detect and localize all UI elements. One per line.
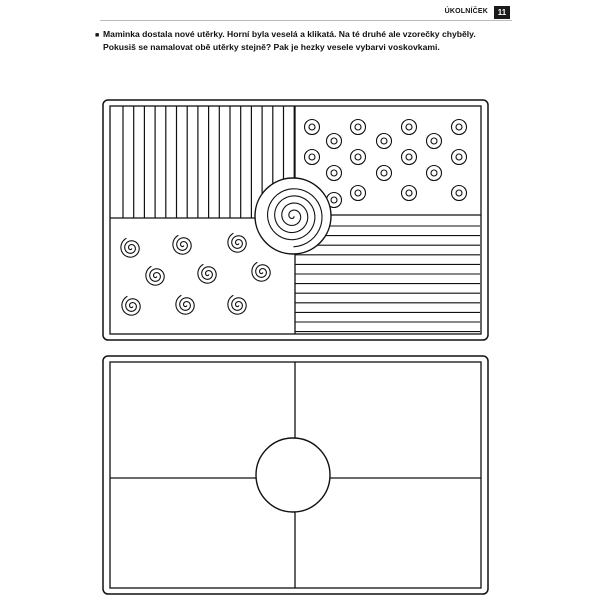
spiral-icon	[228, 233, 246, 252]
ring-dot	[377, 134, 392, 149]
ring-dot	[351, 120, 366, 135]
bullet-marker: ■	[95, 32, 100, 39]
spiral-pattern	[121, 233, 270, 315]
instruction-text-1: Maminka dostala nové utěrky. Horní byla veselá a klikatá. Na té druhé ale vzorečky chyběly.	[103, 29, 476, 39]
ring-dot	[305, 120, 320, 135]
spiral-icon	[122, 296, 140, 315]
ring-dot	[427, 134, 442, 149]
spiral-icon	[176, 295, 194, 314]
bottom-towel	[103, 356, 488, 594]
spiral-icon	[198, 264, 216, 283]
top-towel	[103, 100, 488, 340]
ring-dot	[402, 186, 417, 201]
ring-dots-pattern	[305, 120, 467, 208]
spiral-icon	[252, 262, 270, 281]
ring-dot	[305, 150, 320, 165]
spiral-icon	[173, 235, 191, 254]
horizontal-stripes-pattern	[295, 226, 481, 332]
bottom-towel-center-circle	[256, 438, 330, 512]
top-towel-center-circle	[255, 178, 331, 254]
page-number: 11	[494, 6, 510, 19]
ring-dot	[402, 150, 417, 165]
spiral-icon	[228, 295, 246, 314]
section-label: ÚKOLNÍČEK	[444, 8, 488, 15]
ring-dot	[377, 166, 392, 181]
spiral-icon	[146, 266, 164, 285]
ring-dot	[452, 186, 467, 201]
instruction-line-2: Pokusiš se namalovat obě utěrky stejně? Pak je hezky vesele vybarvi voskovkami.	[103, 41, 440, 52]
ring-dot	[351, 186, 366, 201]
spiral-icon	[121, 238, 139, 257]
ring-dot	[402, 120, 417, 135]
ring-dot	[452, 120, 467, 135]
ring-dot	[452, 150, 467, 165]
ring-dot	[327, 134, 342, 149]
ring-dot	[351, 150, 366, 165]
ring-dot	[427, 166, 442, 181]
ring-dot	[327, 166, 342, 181]
